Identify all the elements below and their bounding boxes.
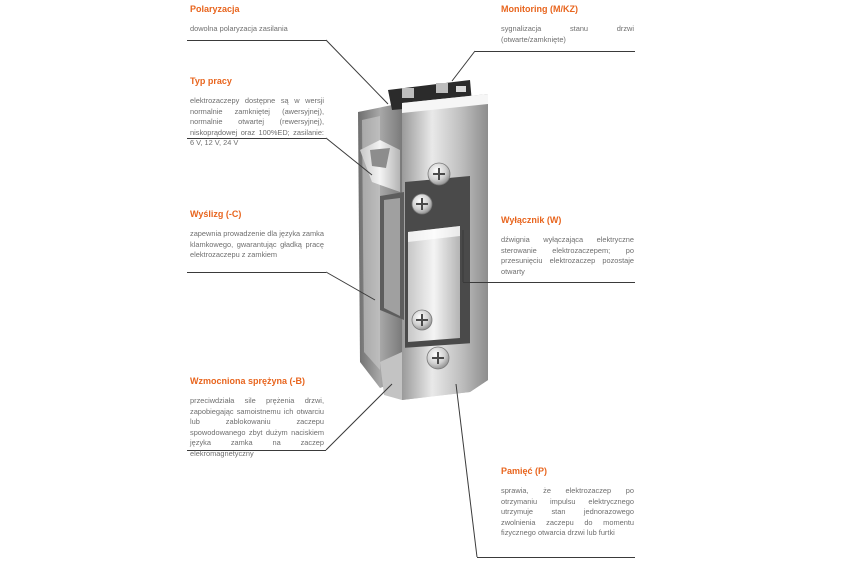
rule-wyslizg — [187, 272, 326, 273]
rule-pamiec — [477, 557, 635, 558]
feature-wyslizg — [190, 209, 324, 261]
feature-sprezyna — [190, 376, 324, 460]
feature-pamiec — [501, 466, 634, 539]
feature-desc: dowolna polaryzacja zasilania — [190, 24, 288, 33]
feature-title: Wyłącznik (W) — [501, 215, 562, 225]
feature-title: Polaryzacja — [190, 4, 240, 14]
feature-title: Pamięć (P) — [501, 466, 548, 476]
leader-polaryzacja — [326, 40, 388, 104]
feature-title: Monitoring (M/KZ) — [501, 4, 578, 14]
feature-wylacznik — [501, 215, 634, 277]
leader-pamiec — [456, 384, 477, 557]
feature-title: Wyślizg (-C) — [190, 209, 242, 219]
feature-desc: przeciwdziała sile prężenia drzwi, zapobiegając samoistnemu ich otwarciu lub zablokowaniu zaczepu spowodowanego zbyt dużym naciskiem języka zamka na zaczep elekromagnetyczny — [190, 396, 324, 458]
feature-desc: zapewnia prowadzenie dla języka zamka klamkowego, gwarantując gładką pracę elektrozaczepu z zamkiem — [190, 229, 324, 260]
feature-desc: elektrozaczepy dostępne są w wersji normalnie zamkniętej (awersyjnej), normalnie otwartej (rewersyjnej), niskoprądowej oraz 100%ED; zasilanie: 6 V, 12 V, 24 V — [190, 96, 324, 148]
feature-polaryzacja — [190, 4, 324, 35]
feature-desc: sygnalizacja stanu drzwi (otwarte/zamknięte) — [501, 24, 634, 44]
rule-polaryzacja — [187, 40, 326, 41]
leader-sprezyna — [326, 384, 392, 450]
feature-typ-pracy — [190, 76, 324, 149]
rule-monitoring — [475, 51, 635, 52]
rule-wylacznik — [463, 282, 635, 283]
screw-icon — [428, 163, 450, 185]
feature-monitoring — [501, 4, 634, 45]
screw-icon — [412, 310, 432, 330]
feature-desc: sprawia, że elektrozaczep po otrzymaniu impulsu elektrycznego utrzymuje stan jednorazowego zwolnienia zaczepu do momentu fizycznego otwarcia drzwi lub furtki — [501, 486, 634, 538]
feature-title: Typ pracy — [190, 76, 232, 86]
feature-desc: dźwignia wyłączająca elektryczne sterowanie elektrozaczepem; po przesunięciu elektrozaczep pozostaje otwarty — [501, 235, 634, 276]
leader-monitoring — [452, 51, 475, 81]
screw-icon — [427, 347, 449, 369]
screw-icon — [412, 194, 432, 214]
feature-title: Wzmocniona sprężyna (-B) — [190, 376, 306, 386]
